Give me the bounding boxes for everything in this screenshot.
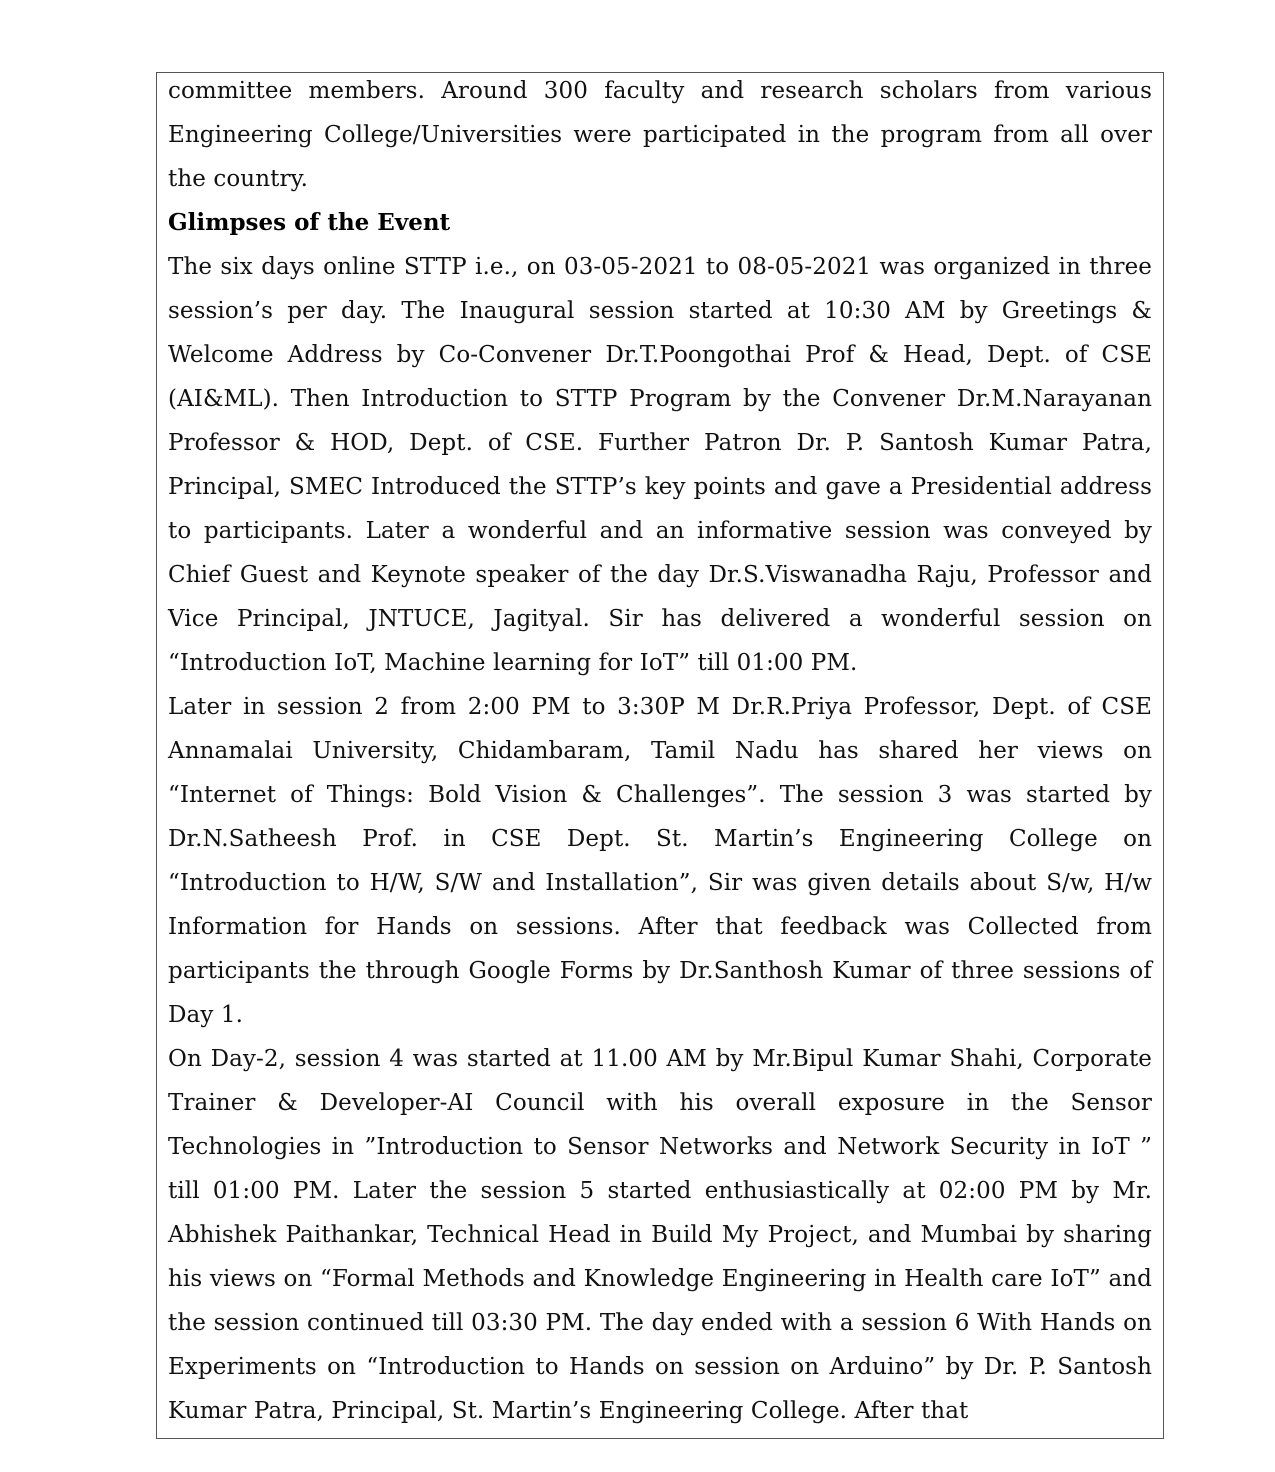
intro-paragraph: committee members. Around 300 faculty and research scholars from various Engineering College/Universities were participated in the program from all over the country. [168, 78, 1152, 192]
section-heading: Glimpses of the Event [168, 209, 451, 236]
paragraph-day2: On Day-2, session 4 was started at 11.00 AM by Mr.Bipul Kumar Shahi, Corporate Trainer & Developer-AI Council with his overall exposure in the Sensor Technologies in ”Introduction to Sensor Networks and Network Security in IoT ” till 01:00 PM. Later the session 5 started enthusiastically at 02:00 PM by Mr. Abhishek Paithankar, Technical Head in Build My Project, and Mumbai by sharing his views on “Formal Methods and Knowledge Engineering in Health care IoT” and the session continued till 03:30 PM. The day ended with a session 6 With Hands on Experiments on “Introduction to Hands on session on Arduino” by Dr. P. Santosh Kumar Patra, Principal, St. Martin’s Engineering College. After that [168, 1046, 1152, 1424]
paragraph-day1-inaugural: The six days online STTP i.e., on 03-05-2021 to 08-05-2021 was organized in three session’s per day. The Inaugural session started at 10:30 AM by Greetings & Welcome Address by Co-Convener Dr.T.Poongothai Prof & Head, Dept. of CSE (AI&ML). Then Introduction to STTP Program by the Convener Dr.M.Narayanan Professor & HOD, Dept. of CSE. Further Patron Dr. P. Santosh Kumar Patra, Principal, SMEC Introduced the STTP’s key points and gave a Presidential address to participants. Later a wonderful and an informative session was conveyed by Chief Guest and Keynote speaker of the day Dr.S.Viswanadha Raju, Professor and Vice Principal, JNTUCE, Jagityal. Sir has delivered a wonderful session on “Introduction IoT, Machine learning for IoT” till 01:00 PM. [168, 254, 1152, 676]
paragraph-day1-sessions: Later in session 2 from 2:00 PM to 3:30P M Dr.R.Priya Professor, Dept. of CSE Annamalai University, Chidambaram, Tamil Nadu has shared her views on “Internet of Things: Bold Vision & Challenges”. The session 3 was started by Dr.N.Satheesh Prof. in CSE Dept. St. Martin’s Engineering College on “Introduction to H/W, S/W and Installation”, Sir was given details about S/w, H/w Information for Hands on sessions. After that feedback was Collected from participants the through Google Forms by Dr.Santhosh Kumar of three sessions of Day 1. [168, 694, 1152, 1028]
document-frame [156, 72, 1164, 1439]
